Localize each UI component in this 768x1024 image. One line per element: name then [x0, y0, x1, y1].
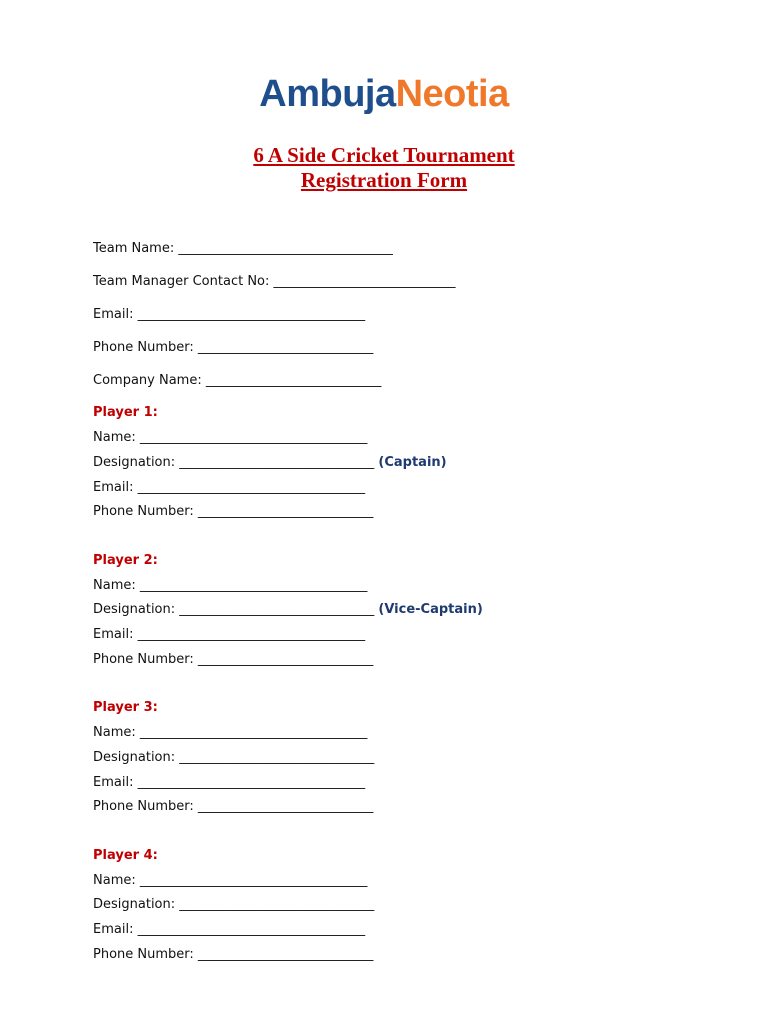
player-3-designation-field: Designation: ______________________________ [93, 750, 375, 765]
player-2-name-field: Name: ___________________________________ [93, 578, 368, 593]
player-2-phone-field: Phone Number: ___________________________ [93, 652, 374, 667]
player-4-email-field: Email: ___________________________________ [93, 922, 366, 937]
player-1-phone-field: Phone Number: ___________________________ [93, 504, 374, 519]
player-1-name-field: Name: ___________________________________ [93, 430, 368, 445]
player-1-designation-row [93, 455, 447, 471]
company-logo [0, 72, 768, 116]
player-3-name-field: Name: ___________________________________ [93, 725, 368, 740]
player-2-heading: Player 2: [93, 553, 158, 568]
team-email-field: Email: ___________________________________ [93, 307, 366, 322]
player-4-phone-field: Phone Number: ___________________________ [93, 947, 374, 962]
logo-part-neotia: Neotia [395, 73, 509, 115]
team-name-field: Team Name: _________________________________ [93, 241, 393, 256]
player-2-designation-field: Designation: ______________________________ [93, 602, 375, 617]
team-manager-contact-field: Team Manager Contact No: ____________________________ [93, 274, 456, 289]
player-4-heading: Player 4: [93, 848, 158, 863]
form-title-line2: Registration Form [300, 168, 468, 192]
player-3-email-field: Email: ___________________________________ [93, 775, 366, 790]
player-1-designation-field: Designation: ______________________________ [93, 455, 375, 470]
player-1-heading: Player 1: [93, 405, 158, 420]
player-2-email-field: Email: ___________________________________ [93, 627, 366, 642]
form-title-line1: 6 A Side Cricket Tournament [253, 143, 515, 167]
player-4-designation-field: Designation: ______________________________ [93, 897, 375, 912]
company-name-field: Company Name: ___________________________ [93, 373, 382, 388]
player-2-designation-row [93, 602, 483, 618]
player-1-role: (Captain) [378, 455, 447, 470]
team-phone-field: Phone Number: ___________________________ [93, 340, 374, 355]
player-4-name-field: Name: ___________________________________ [93, 873, 368, 888]
player-1-email-field: Email: ___________________________________ [93, 480, 366, 495]
player-3-phone-field: Phone Number: ___________________________ [93, 799, 374, 814]
player-2-role: (Vice-Captain) [378, 602, 483, 617]
player-3-heading: Player 3: [93, 700, 158, 715]
logo-part-ambuja: Ambuja [259, 73, 396, 115]
